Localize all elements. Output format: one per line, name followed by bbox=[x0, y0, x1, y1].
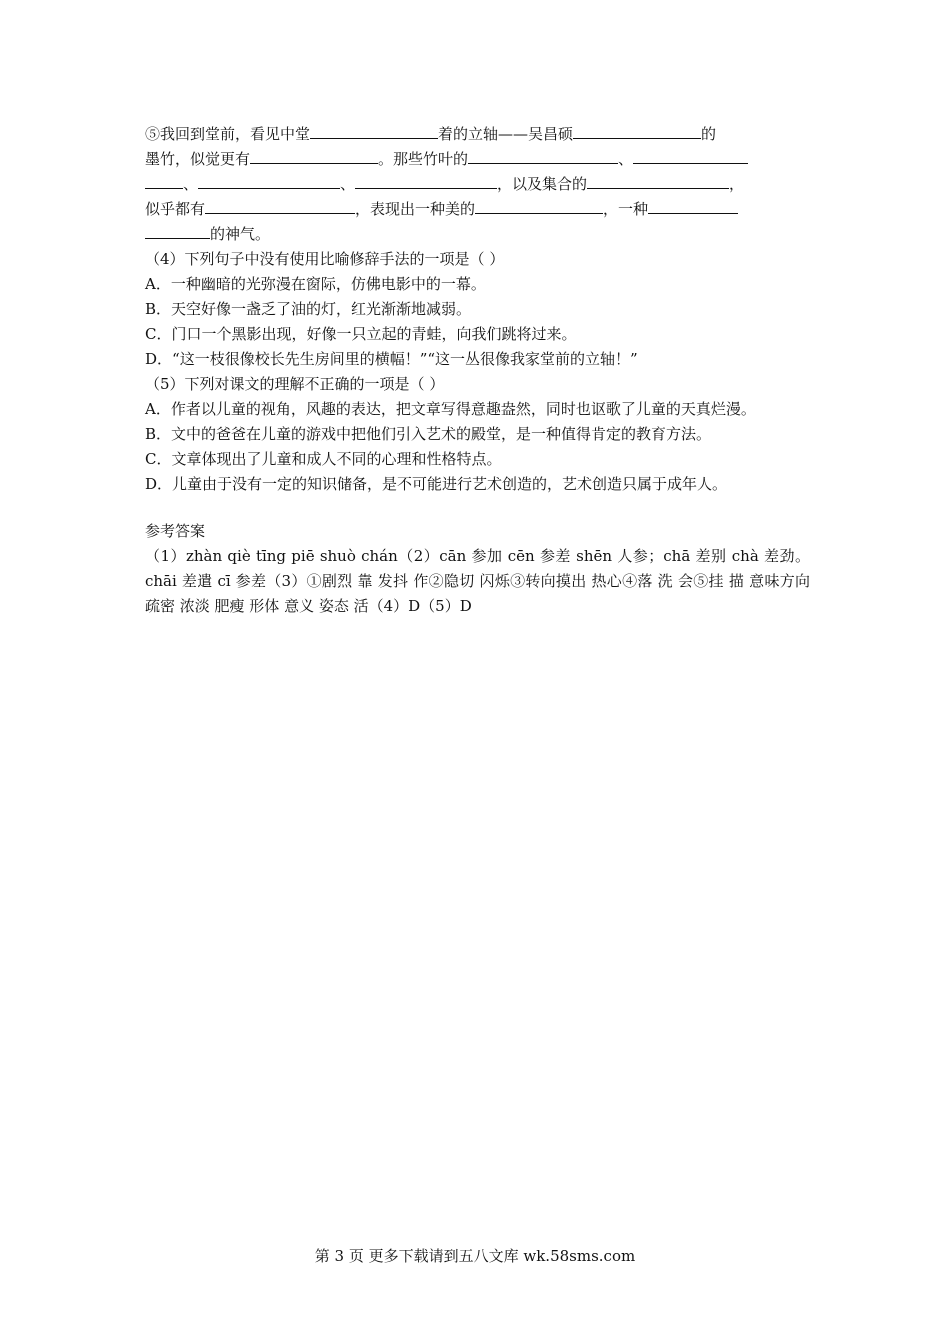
section5-text: ，表现出一种美的 bbox=[355, 200, 476, 218]
fill-blank bbox=[573, 122, 701, 139]
page-footer: 第 3 页 更多下载请到五八文库 wk.58sms.com bbox=[314, 1247, 636, 1265]
question-5-option-c: C．文章体现出了儿童和成人不同的心理和性格特点。 bbox=[145, 450, 502, 468]
answers-heading: 参考答案 bbox=[145, 522, 206, 540]
section5-text: 、 bbox=[183, 175, 199, 193]
fill-blank bbox=[587, 172, 729, 189]
section5-line-5 bbox=[145, 222, 810, 247]
section5-text: 、 bbox=[340, 175, 356, 193]
section5-text: 墨竹，似觉更有 bbox=[145, 150, 251, 168]
section5-line-3 bbox=[145, 172, 810, 197]
fill-blank bbox=[205, 197, 355, 214]
question-5-option-d: D．儿童由于没有一定的知识储备，是不可能进行艺术创造的，艺术创造只属于成年人。 bbox=[145, 475, 728, 493]
fill-blank bbox=[250, 147, 378, 164]
fill-blank bbox=[468, 147, 618, 164]
document-body bbox=[145, 122, 810, 619]
fill-blank bbox=[648, 197, 738, 214]
fill-blank bbox=[633, 147, 748, 164]
question-4-option-b: B．天空好像一盏乏了油的灯，红光渐渐地减弱。 bbox=[145, 300, 472, 318]
question-4-stem: （4）下列句子中没有使用比喻修辞手法的一项是（ ） bbox=[145, 250, 505, 268]
fill-blank bbox=[198, 172, 340, 189]
section5-text: 的 bbox=[701, 125, 717, 143]
section5-text: 的神气。 bbox=[210, 225, 271, 243]
question-5-option-b: B．文中的爸爸在儿童的游戏中把他们引入艺术的殿堂，是一种值得肯定的教育方法。 bbox=[145, 425, 712, 443]
question-5-option-a: A．作者以儿童的视角，风趣的表达，把文章写得意趣盎然，同时也讴歌了儿童的天真烂漫。 bbox=[145, 400, 756, 418]
question-5-stem: （5）下列对课文的理解不正确的一项是（ ） bbox=[145, 375, 445, 393]
fill-blank bbox=[355, 172, 497, 189]
question-4-option-d: D．“这一枝很像校长先生房间里的横幅！”“这一丛很像我家堂前的立轴！” bbox=[145, 350, 638, 368]
answers-body: （1）zhàn qiè tīng piē shuò chán（2）cān 参加 cēn 参差 shēn 人参；chā 差别 chà 差劲。chāi 差遣 cī 参差（3）①剧烈 靠 发抖 作②隐切 闪烁③转向摸出 热心④落 洗 会⑤挂 描 意味方向 疏密 浓淡 肥瘦 形体 意义 姿态 活（4）D（5）D bbox=[145, 547, 810, 615]
section5-text: 似乎都有 bbox=[145, 200, 206, 218]
section5-line-2 bbox=[145, 147, 810, 172]
section5-text: ，以及集合的 bbox=[497, 175, 588, 193]
section5-text: ， bbox=[729, 175, 745, 193]
fill-blank bbox=[475, 197, 603, 214]
section5-text: 、 bbox=[618, 150, 634, 168]
fill-blank bbox=[145, 222, 210, 239]
section5-text: 着的立轴——吴昌硕 bbox=[438, 125, 574, 143]
spacer bbox=[145, 497, 810, 519]
section5-text: 。那些竹叶的 bbox=[378, 150, 469, 168]
section5-text: ，一种 bbox=[603, 200, 649, 218]
question-4-option-c: C．门口一个黑影出现，好像一只立起的青蛙，向我们跳将过来。 bbox=[145, 325, 577, 343]
section5-line-1 bbox=[145, 122, 810, 147]
fill-blank bbox=[310, 122, 438, 139]
fill-blank bbox=[145, 172, 183, 189]
section5-line-4 bbox=[145, 197, 810, 222]
section5-text: ⑤我回到堂前，看见中堂 bbox=[145, 125, 311, 143]
question-4-option-a: A．一种幽暗的光弥漫在窗际，仿佛电影中的一幕。 bbox=[145, 275, 486, 293]
